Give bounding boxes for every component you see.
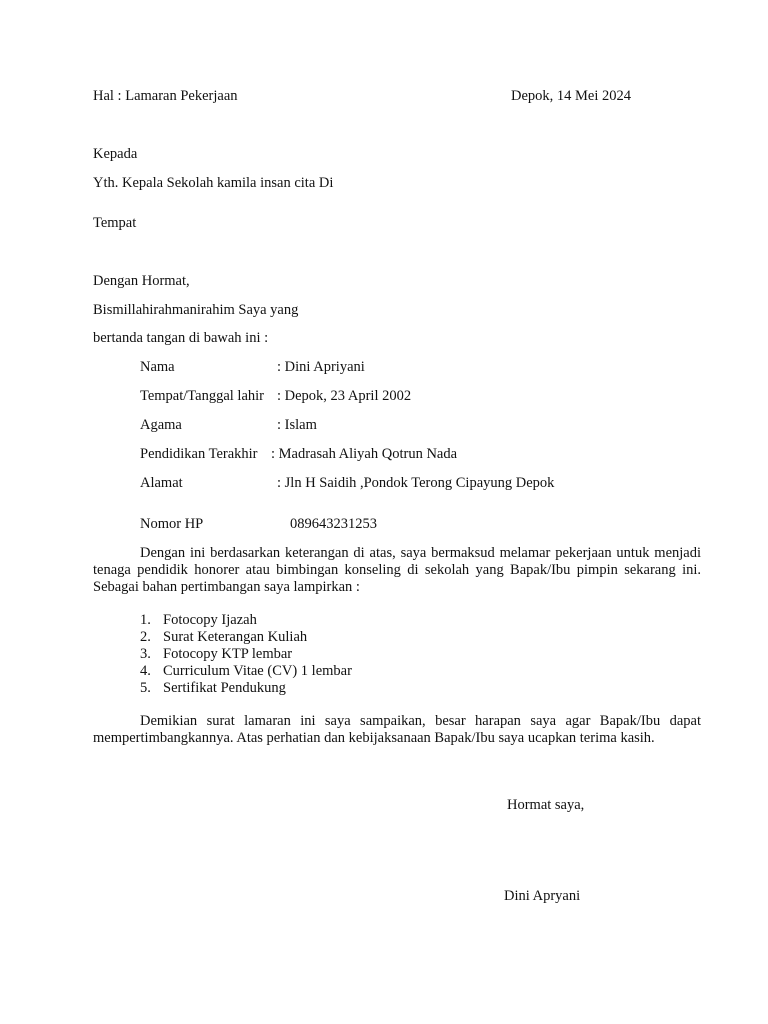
recipient-to: Kepada: [93, 146, 138, 162]
list-item: 2. Surat Keterangan Kuliah: [140, 629, 308, 645]
recipient-addressee: Yth. Kepala Sekolah kamila insan cita Di: [93, 175, 334, 191]
signer-name: Dini Apryani: [504, 888, 581, 904]
name-label: Nama: [140, 359, 175, 375]
religion-value: : Islam: [277, 417, 317, 433]
address-label: Alamat: [140, 475, 183, 491]
letter-place-date: Depok, 14 Mei 2024: [511, 88, 632, 104]
birth-label: Tempat/Tanggal lahir: [140, 388, 264, 404]
religion-label: Agama: [140, 417, 182, 433]
birth-value: : Depok, 23 April 2002: [277, 388, 412, 404]
name-value: : Dini Apriyani: [277, 359, 365, 375]
body-paragraph-1: Dengan ini berdasarkan keterangan di atas, saya bermaksud melamar pekerjaan untuk menjadi tenaga pendidik honorer atau bimbingan konseling di sekolah yang Bapak/Ibu pimpin sekarang ini. Sebagai bahan pertimbangan saya lampirkan :: [93, 545, 701, 595]
recipient-place: Tempat: [93, 215, 137, 231]
closing-salutation: Hormat saya,: [507, 797, 585, 813]
attachments-list: [140, 612, 352, 697]
education-value: : Madrasah Aliyah Qotrun Nada: [271, 446, 458, 462]
letter-subject: Hal : Lamaran Pekerjaan: [93, 88, 238, 104]
body-paragraph-2: Demikian surat lamaran ini saya sampaikan, besar harapan saya agar Bapak/Ibu dapat mempertimbangkannya. Atas perhatian dan kebijaksanaan Bapak/Ibu saya ucapkan terima kasih.: [93, 713, 701, 746]
list-item: 3. Fotocopy KTP lembar: [140, 646, 293, 662]
education-label: Pendidikan Terakhir: [140, 446, 258, 462]
phone-value: 089643231253: [290, 516, 377, 532]
intro-line-2: bertanda tangan di bawah ini :: [93, 330, 269, 346]
list-item: 4. Curriculum Vitae (CV) 1 lembar: [140, 663, 352, 679]
list-item: 1. Fotocopy Ijazah: [140, 612, 257, 628]
intro-line-1: Bismillahirahmanirahim Saya yang: [93, 302, 299, 318]
list-item: 5. Sertifikat Pendukung: [140, 680, 286, 696]
phone-label: Nomor HP: [140, 516, 204, 532]
greeting: Dengan Hormat,: [93, 273, 190, 289]
address-value: : Jln H Saidih ,Pondok Terong Cipayung Depok: [277, 475, 555, 491]
